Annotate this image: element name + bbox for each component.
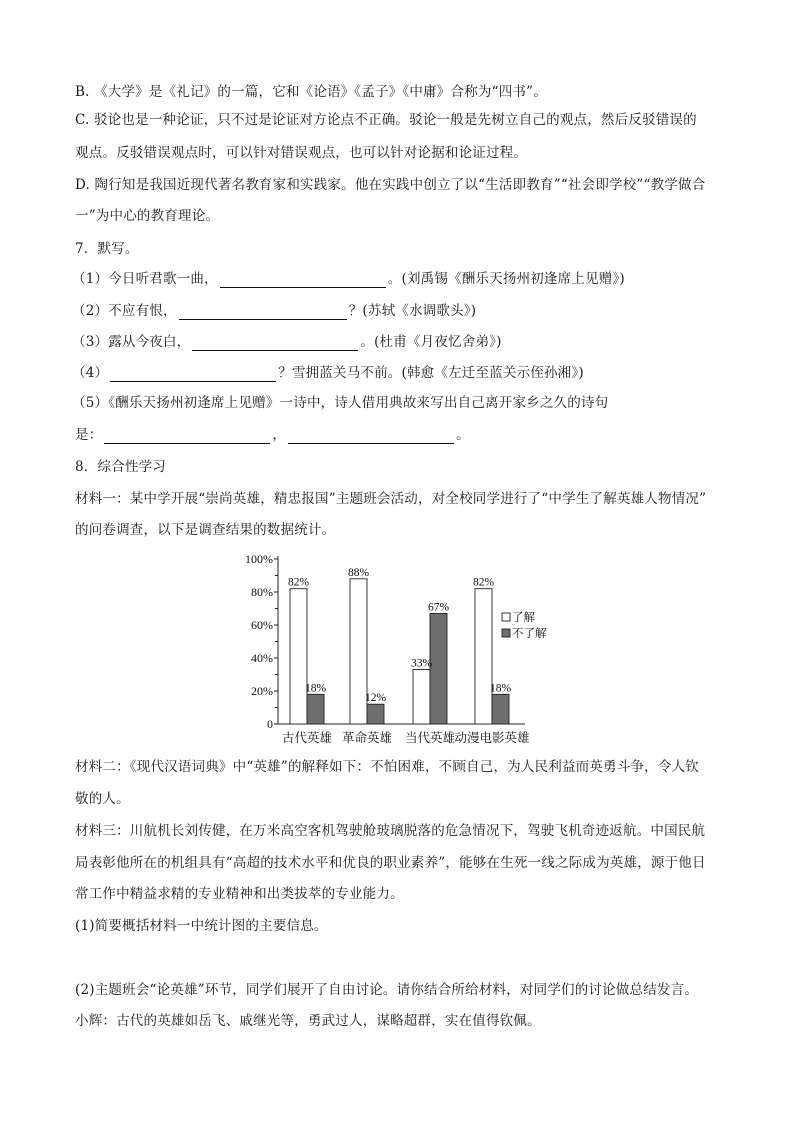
- y-tick-label: 0: [267, 717, 273, 731]
- option-d-line2: 一”为中心的教育理论。: [75, 208, 220, 224]
- q7-item-1-suffix: 。(刘禹锡《酬乐天扬州初逢席上见赠》): [387, 271, 625, 287]
- q7-item-4-suffix: ？雪拥蓝关马不前。(韩愈《左迁至蓝关示侄孙湘》): [278, 365, 584, 381]
- x-category-label: 当代英雄: [404, 731, 456, 745]
- q7-item-2-suffix: ？(苏轼《水调歌头》): [348, 303, 477, 319]
- q7-item-2-prefix: （2）不应有恨，: [72, 303, 177, 319]
- answer-blank-3[interactable]: [192, 336, 358, 351]
- data-label: 67%: [427, 601, 450, 614]
- material2-line2: 敬的人。: [75, 791, 130, 807]
- data-label: 18%: [304, 682, 327, 695]
- bar-known: [290, 589, 307, 724]
- xiaohui-remark: 小辉：古代的英雄如岳飞、戚继光等，勇武过人，谋略超群，实在值得钦佩。: [75, 1013, 541, 1029]
- q7-item-1-prefix: （1）今日听君歌一曲，: [72, 271, 218, 287]
- material1-line1: 材料一：某中学开展“崇尚英雄，精忠报国”主题班会活动，对全校同学进行了“中学生了解英雄人物情况”: [75, 491, 707, 507]
- q7-item-4-prefix: （4）: [72, 365, 109, 381]
- q8-title: 8．综合性学习: [75, 459, 166, 475]
- bar-unknown: [430, 613, 447, 724]
- material3-line3: 常工作中精益求精的专业精神和出类拔萃的专业能力。: [75, 886, 404, 902]
- q7-item-4: [72, 364, 584, 382]
- data-label: 88%: [347, 566, 370, 579]
- q7-title: 7．默写。: [75, 241, 139, 257]
- y-tick-label: 20%: [251, 684, 273, 698]
- q7-item-5-prefix: 是：: [75, 427, 103, 443]
- bar-unknown: [307, 694, 324, 724]
- y-tick-label: 60%: [251, 618, 273, 632]
- answer-blank-1[interactable]: [220, 273, 386, 288]
- sub-question-2: (2)主题班会“论英雄”环节，同学们展开了自由讨论。请你结合所给材料，对同学们的讨论做总结发言。: [75, 982, 699, 998]
- q7-item-5-mid: ，: [272, 427, 287, 443]
- q7-item-3-suffix: 。(杜甫《月夜忆舍弟》): [360, 334, 502, 350]
- material1-line2: 的问卷调查，以下是调查结果的数据统计。: [75, 522, 336, 538]
- material2-line1: 材料二：《现代汉语词典》中“英雄”的解释如下：不怕困难，不顾自己，为人民利益而英勇斗争，令人钦: [75, 759, 699, 775]
- q7-item-2: [72, 302, 476, 320]
- answer-blank-5a[interactable]: [104, 429, 270, 444]
- legend-swatch: [502, 629, 510, 637]
- option-b: B. 《大学》是《礼记》的一篇，它和《论语》《孟子》《中庸》合称为“四书”。: [75, 84, 547, 100]
- bar-known: [475, 589, 492, 724]
- bar-unknown: [492, 694, 509, 724]
- option-c-line2: 观点。反驳错误观点时，可以针对错误观点，也可以针对论据和论证过程。: [75, 145, 528, 161]
- q7-item-1: [72, 270, 625, 288]
- x-category-label: 革命英雄: [341, 731, 393, 745]
- option-d-line1: D. 陶行知是我国近现代著名教育家和实践家。他在实践中创立了以“生活即教育”“社会即学校”“教学做合: [75, 177, 706, 193]
- data-label: 82%: [287, 576, 310, 589]
- x-category-label: 古代英雄: [281, 731, 333, 745]
- q7-item-3: [72, 333, 502, 351]
- answer-blank-2[interactable]: [179, 305, 347, 320]
- bar-known: [413, 670, 430, 724]
- answer-blank-5b[interactable]: [288, 429, 454, 444]
- answer-blank-4[interactable]: [110, 367, 276, 382]
- material3-line2: 局表彰他所在的机组具有“高超的技术水平和优良的职业素养”，能够在生死一线之际成为英雄，源于他日: [75, 855, 706, 871]
- q7-item-5-end: 。: [456, 427, 470, 443]
- bar-unknown: [367, 704, 384, 724]
- y-tick-label: 40%: [251, 651, 273, 665]
- q7-item-3-prefix: （3）露从今夜白，: [72, 334, 191, 350]
- data-label: 33%: [410, 657, 433, 670]
- q7-item-5-line1: （5）《酬乐天扬州初逢席上见赠》一诗中，诗人借用典故来写出自己离开家乡之久的诗句: [72, 395, 609, 411]
- sub-question-1: (1)简要概括材料一中统计图的主要信息。: [75, 918, 328, 934]
- q7-item-5-line2: [75, 426, 470, 444]
- y-tick-label: 80%: [251, 585, 273, 599]
- x-category-label: 动漫电影英雄: [454, 731, 530, 745]
- option-c-line1: C. 驳论也是一种论证，只不过是论证对方论点不正确。驳论一般是先树立自己的观点，然后反驳错误的: [75, 112, 697, 128]
- data-label: 82%: [472, 576, 495, 589]
- y-tick-label: 100%: [245, 552, 273, 566]
- material3-line1: 材料三：川航机长刘传健，在万米高空客机驾驶舱玻璃脱落的危急情况下，驾驶飞机奇迹返航。中国民航: [75, 823, 706, 839]
- legend-label: 了解: [512, 612, 535, 624]
- legend-swatch: [502, 613, 510, 621]
- data-label: 18%: [489, 682, 512, 695]
- data-label: 12%: [364, 692, 387, 705]
- survey-bar-chart: [235, 548, 565, 748]
- legend-label: 不了解: [512, 628, 547, 640]
